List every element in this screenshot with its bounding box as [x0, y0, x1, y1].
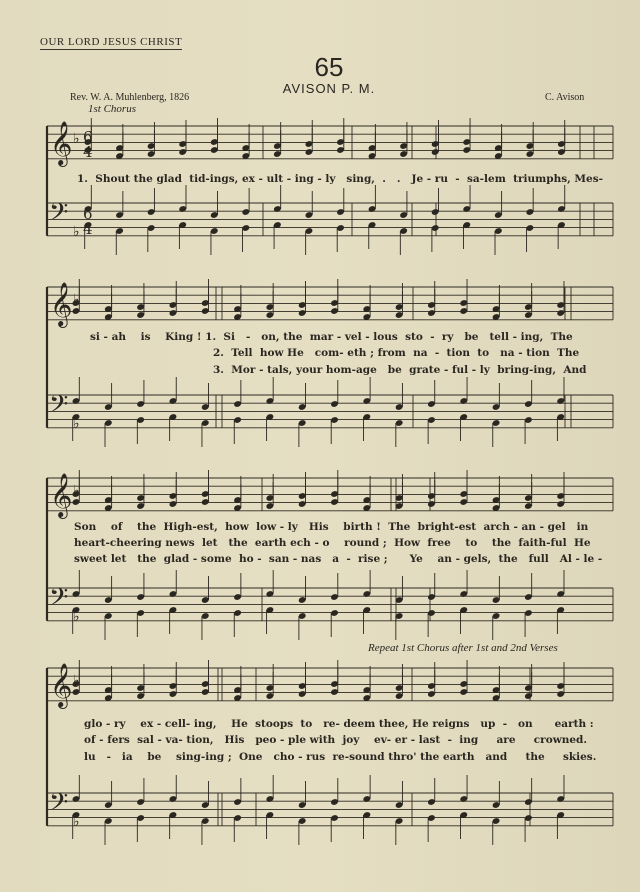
- svg-text:𝄢: 𝄢: [49, 198, 69, 233]
- author-credit: Rev. W. A. Muhlenberg, 1826: [70, 92, 190, 103]
- svg-text:𝄢: 𝄢: [49, 390, 69, 425]
- svg-text:♭: ♭: [73, 814, 80, 830]
- lyric-line-3-verse-1: Son of the High-est, how low - ly His birth ! The bright-est arch - an - gel in: [74, 521, 589, 533]
- svg-text:♭: ♭: [73, 292, 80, 308]
- svg-text:𝄢: 𝄢: [49, 788, 69, 823]
- first-chorus-direction: 1st Chorus: [88, 103, 136, 115]
- svg-text:♭: ♭: [73, 131, 80, 147]
- lyric-line-2-verse-3: 3. Mor - tals, your hom-age be grate - ful - ly bring-ing, And: [213, 364, 587, 376]
- svg-text:𝄞: 𝄞: [50, 282, 73, 326]
- svg-text:6: 6: [83, 128, 93, 146]
- tune-name: AVISON P. M.: [282, 81, 376, 96]
- repeat-direction: Repeat 1st Chorus after 1st and 2nd Verses: [368, 642, 558, 654]
- lyric-line-2-verse-2: 2. Tell how He com- eth ; from na - tion to na - tion The: [213, 347, 580, 359]
- svg-text:♭: ♭: [73, 609, 80, 625]
- svg-text:𝄞: 𝄞: [50, 121, 73, 165]
- lyric-line-2-verse-1: si - ah is King ! 1. Si - on, the mar - vel - lous sto - ry be tell - ing, The: [90, 331, 573, 343]
- svg-text:6: 6: [83, 205, 93, 223]
- lyric-line-3-verse-2: heart-cheering news let the earth ech - o round ; How free to the faith-ful He: [74, 537, 591, 549]
- svg-text:♭: ♭: [73, 673, 80, 689]
- svg-text:♭: ♭: [73, 224, 80, 240]
- lyric-line-3-verse-3: sweet let the glad - some ho - san - nas a - rise ; Ye an - gels, the full Al - le -: [74, 553, 603, 565]
- lyric-line-4-verse-1: glo - ry ex - cell- ing, He stoops to re- deem thee, He reigns up - on earth :: [84, 718, 594, 730]
- composer-credit: C. Avison: [545, 92, 585, 103]
- svg-text:𝄢: 𝄢: [49, 583, 69, 618]
- lyric-line-4-verse-3: lu - ia be sing-ing ; One cho - rus re-sound thro' the earth and the skies.: [84, 751, 597, 763]
- lyric-line-1-verse-1: 1. Shout the glad tid-ings, ex - ult - ing - ly sing, . . Je - ru - sa-lem triumphs, Mes-: [77, 173, 604, 185]
- svg-text:4: 4: [83, 220, 93, 238]
- svg-text:𝄞: 𝄞: [50, 663, 73, 707]
- svg-text:♭: ♭: [73, 416, 80, 432]
- svg-text:4: 4: [83, 143, 93, 161]
- svg-text:𝄞: 𝄞: [50, 473, 73, 517]
- hymn-number: 65: [314, 52, 344, 82]
- svg-text:♭: ♭: [73, 483, 80, 499]
- lyric-line-4-verse-2: of - fers sal - va- tion, His peo - ple with joy ev- er - last - ing are crowned.: [84, 734, 588, 746]
- section-title: OUR LORD JESUS CHRIST: [40, 36, 183, 48]
